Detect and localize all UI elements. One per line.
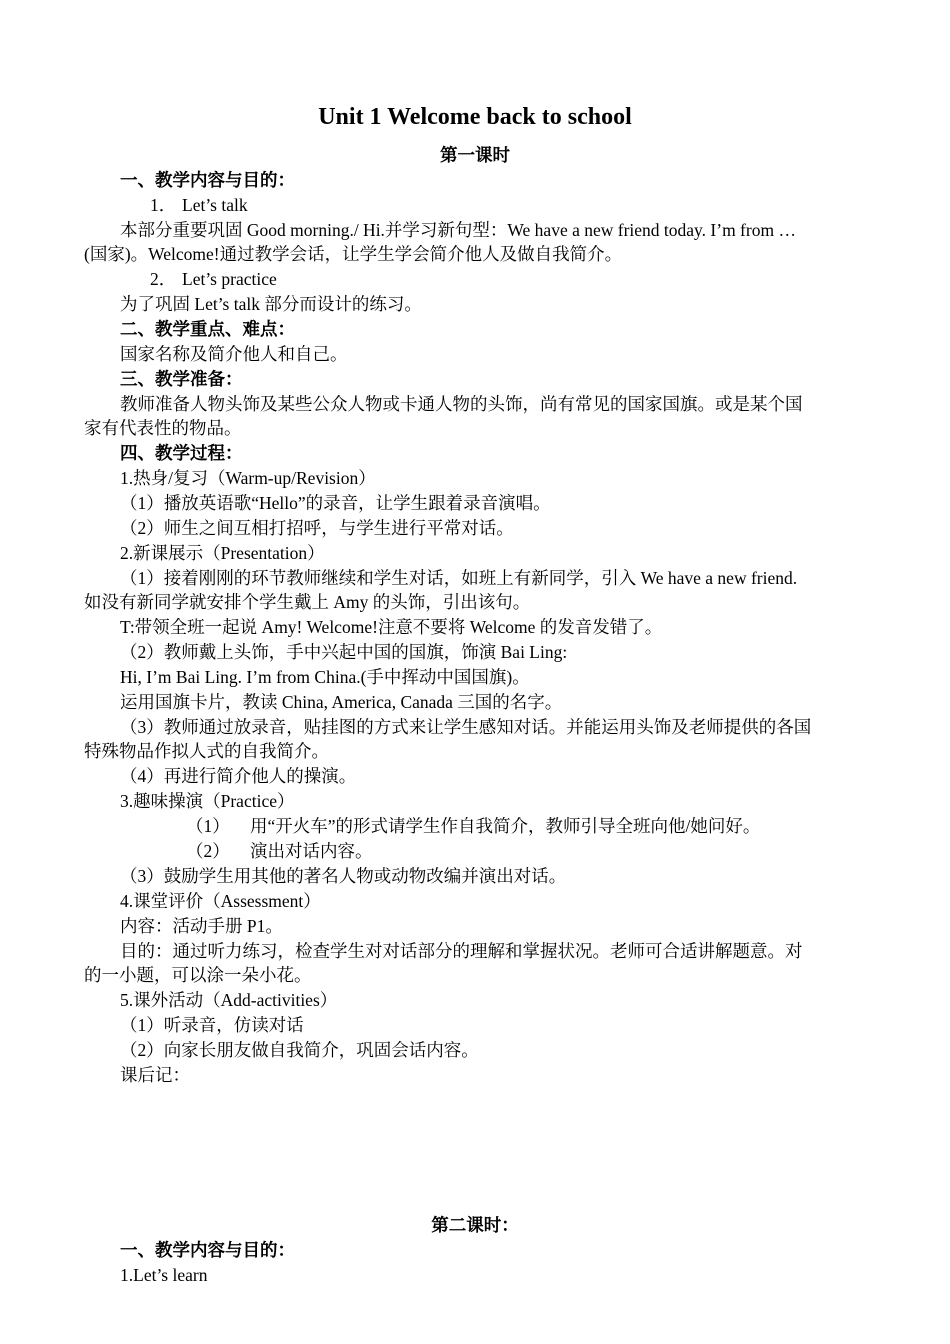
paragraph: 教师准备人物头饰及某些公众人物或卡通人物的头饰，尚有常见的国家国旗。或是某个国 bbox=[120, 394, 803, 414]
step-item-continued: 特殊物品作拟人式的自我简介。 bbox=[84, 741, 329, 761]
step-item: （1）接着刚刚的环节教师继续和学生对话，如班上有新同学，引入 We have a new friend. bbox=[120, 568, 798, 588]
notes-label: 课后记： bbox=[120, 1065, 190, 1085]
section4-heading: 四、教学过程： bbox=[120, 443, 243, 463]
step-heading: 5.课外活动（Add-activities） bbox=[120, 990, 338, 1010]
step-item bbox=[186, 839, 950, 864]
list-item bbox=[150, 267, 944, 292]
list-text: Let’s practice bbox=[182, 269, 277, 289]
lesson1-heading: 第一课时 bbox=[440, 145, 510, 165]
step-item: （2）师生之间互相打招呼，与学生进行平常对话。 bbox=[120, 518, 514, 538]
list-number: 2． bbox=[150, 269, 177, 289]
paragraph-continued: 家有代表性的物品。 bbox=[84, 418, 242, 438]
step-item: （3）教师通过放录音，贴挂图的方式来让学生感知对话。并能运用头饰及老师提供的各国 bbox=[120, 717, 812, 737]
section2-heading: 二、教学重点、难点： bbox=[120, 319, 295, 339]
step-item: （3）鼓励学生用其他的著名人物或动物改编并演出对话。 bbox=[120, 866, 567, 886]
step-item: （2）教师戴上头饰，手中兴起中国的国旗，饰演 Bai Ling: bbox=[120, 642, 568, 662]
step-item: （2）向家长朋友做自我简介，巩固会话内容。 bbox=[120, 1040, 479, 1060]
paragraph-continued: (国家)。Welcome!通过教学会话，让学生学会简介他人及做自我简介。 bbox=[84, 244, 623, 264]
list-number: （2） bbox=[186, 841, 230, 861]
list-number: 1． bbox=[150, 195, 177, 215]
step-heading: 1.热身/复习（Warm-up/Revision） bbox=[120, 468, 376, 488]
step-item: （1）听录音，仿读对话 bbox=[120, 1015, 304, 1035]
step-item: （1）播放英语歌“Hello”的录音，让学生跟着录音演唱。 bbox=[120, 493, 551, 513]
paragraph: 本部分重要巩固 Good morning./ Hi.并学习新句型：We have a new friend today. I’m from … bbox=[120, 220, 796, 240]
step-item: （4）再进行简介他人的操演。 bbox=[120, 766, 357, 786]
step-heading: 2.新课展示（Presentation） bbox=[120, 543, 325, 563]
section3-heading: 三、教学准备： bbox=[120, 369, 243, 389]
step-item: 内容：活动手册 P1。 bbox=[120, 916, 283, 936]
step-item-continued: 如没有新同学就安排个学生戴上 Amy 的头饰，引出该句。 bbox=[84, 592, 531, 612]
list-number: （1） bbox=[186, 816, 230, 836]
step-item-continued: 的一小题，可以涂一朵小花。 bbox=[84, 965, 312, 985]
lesson2-heading: 第二课时： bbox=[431, 1215, 519, 1235]
step-item: Hi, I’m Bai Ling. I’m from China.(手中挥动中国国旗)。 bbox=[120, 667, 530, 687]
step-heading: 3.趣味操演（Practice） bbox=[120, 791, 295, 811]
list-text: 用“开火车”的形式请学生作自我简介，教师引导全班向他/她问好。 bbox=[250, 816, 761, 836]
paragraph: 为了巩固 Let’s talk 部分而设计的练习。 bbox=[120, 294, 422, 314]
list-text: Let’s talk bbox=[182, 195, 248, 215]
section1-heading: 一、教学内容与目的： bbox=[120, 170, 295, 190]
document-title: Unit 1 Welcome back to school bbox=[318, 104, 632, 130]
step-item: 运用国旗卡片，教读 China, America, Canada 三国的名字。 bbox=[120, 692, 563, 712]
step-item: 目的：通过听力练习，检查学生对对话部分的理解和掌握状况。老师可合适讲解题意。对 bbox=[120, 941, 803, 961]
step-heading: 4.课堂评价（Assessment） bbox=[120, 891, 321, 911]
step-item bbox=[186, 814, 950, 839]
step-heading: 1.Let’s learn bbox=[120, 1265, 208, 1285]
lesson2-section1-heading: 一、教学内容与目的： bbox=[120, 1240, 295, 1260]
step-item: T:带领全班一起说 Amy! Welcome!注意不要将 Welcome 的发音发错了。 bbox=[120, 617, 663, 637]
paragraph: 国家名称及简介他人和自己。 bbox=[120, 344, 348, 364]
list-item bbox=[150, 193, 944, 218]
list-text: 演出对话内容。 bbox=[250, 841, 373, 861]
